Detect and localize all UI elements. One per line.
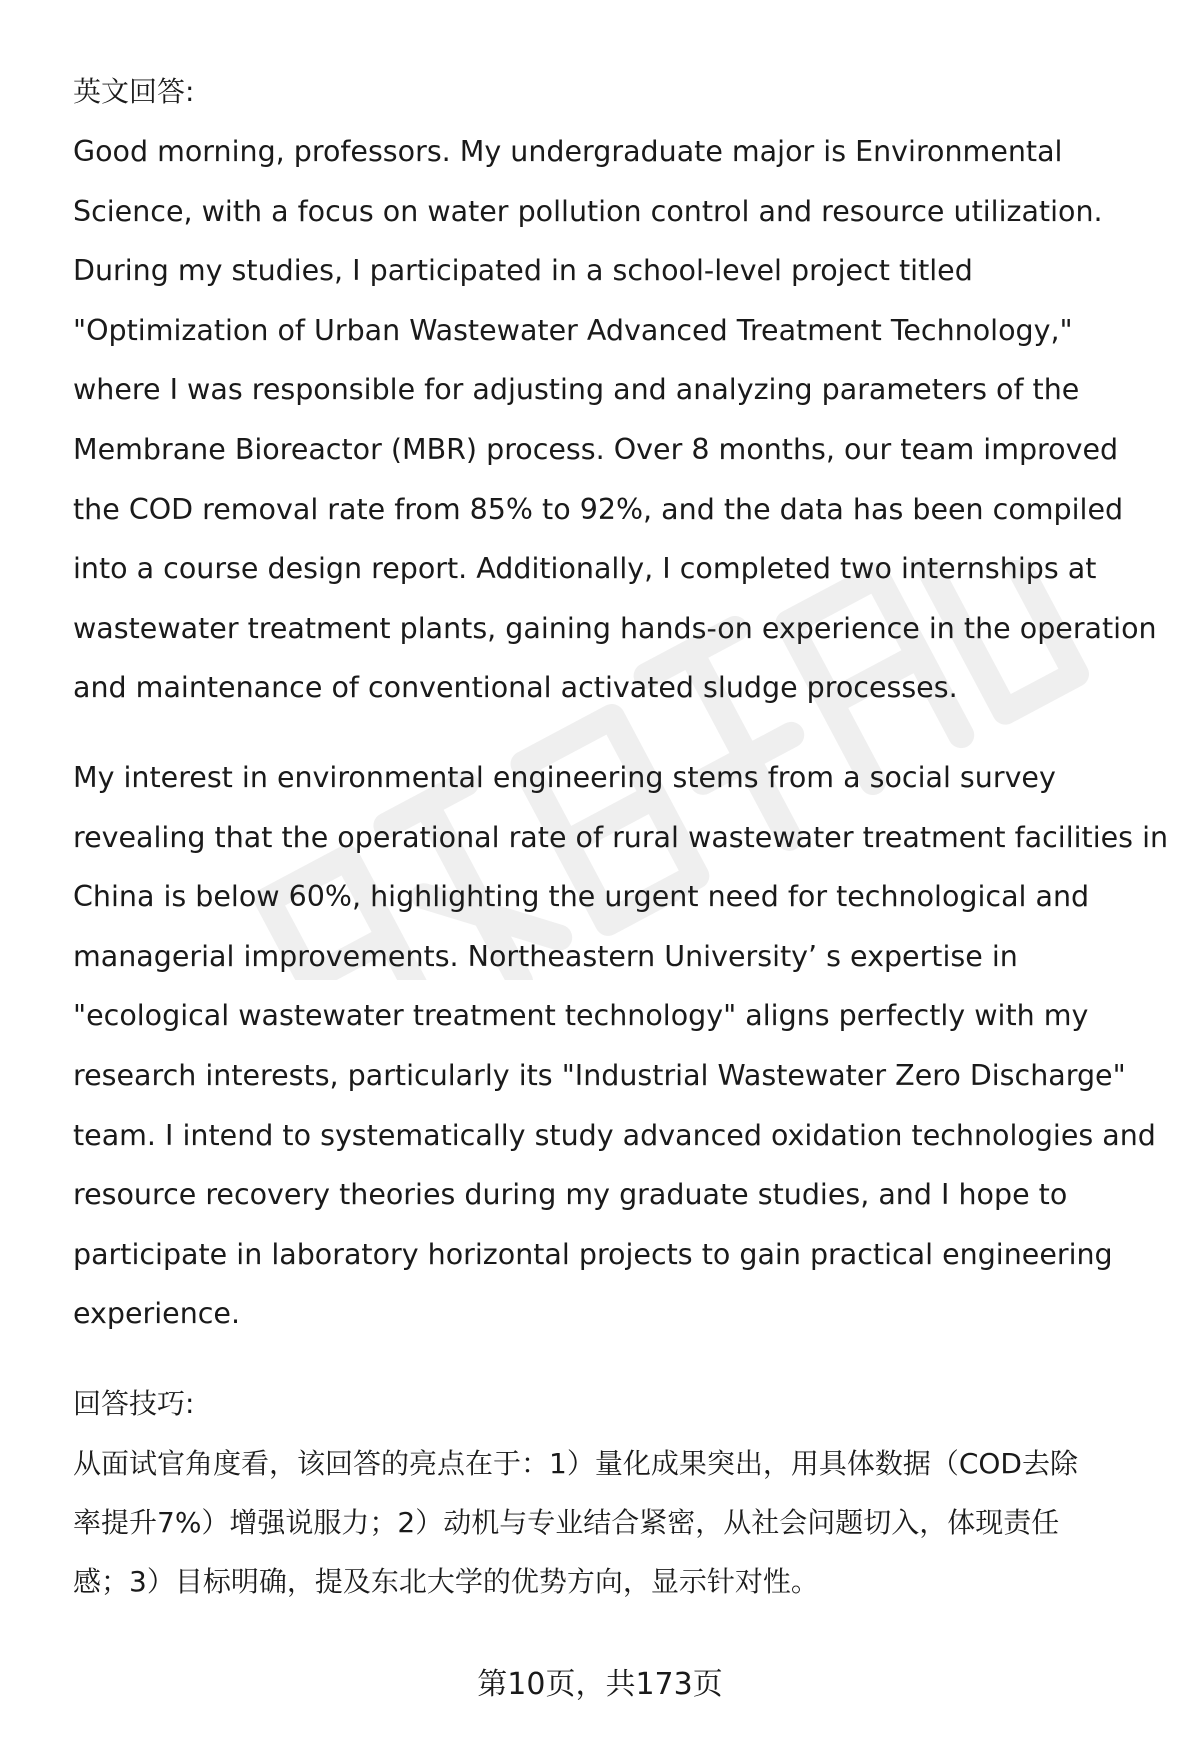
text-line: Science, with a focus on water pollution control and resource utilization. xyxy=(73,194,1103,228)
text-line: where I was responsible for adjusting and analyzing parameters of the xyxy=(73,373,1080,407)
text-line: experience. xyxy=(73,1297,241,1331)
text-line: "Optimization of Urban Wastewater Advanced Treatment Technology," xyxy=(73,313,1073,347)
text-line: and maintenance of conventional activated sludge processes. xyxy=(73,671,958,705)
answer-paragraph-1 xyxy=(73,122,1163,718)
answer-paragraph-2 xyxy=(73,748,1169,1344)
text-line: revealing that the operational rate of rural wastewater treatment facilities in xyxy=(73,820,1169,854)
text-line: team. I intend to systematically study advanced oxidation technologies and xyxy=(73,1118,1156,1152)
text-line: the COD removal rate from 85% to 92%, and the data has been compiled xyxy=(73,492,1124,526)
tips-paragraph xyxy=(73,1434,1163,1611)
text-line: My interest in environmental engineering stems from a social survey xyxy=(73,760,1056,794)
text-line: Membrane Bioreactor (MBR) process. Over 8 months, our team improved xyxy=(73,432,1119,466)
page-indicator: 第10页，共173页 xyxy=(477,1667,723,1702)
text-line: into a course design report. Additionally, I completed two internships at xyxy=(73,552,1097,586)
text-line: 率提升7%）增强说服力；2）动机与专业结合紧密，从社会问题切入，体现责任 xyxy=(73,1505,1060,1539)
text-line: 从面试官角度看，该回答的亮点在于：1）量化成果突出，用具体数据（COD去除 xyxy=(73,1446,1078,1480)
document-page xyxy=(73,62,1169,1611)
answer-label: 英文回答: xyxy=(73,75,195,108)
text-line: 感；3）目标明确，提及东北大学的优势方向，显示针对性。 xyxy=(73,1564,819,1598)
text-line: managerial improvements. Northeastern University’ s expertise in xyxy=(73,939,1018,973)
text-line: During my studies, I participated in a school-level project titled xyxy=(73,254,973,288)
text-line: participate in laboratory horizontal projects to gain practical engineering xyxy=(73,1237,1113,1271)
tips-label: 回答技巧: xyxy=(73,1386,195,1420)
text-line: wastewater treatment plants, gaining hands-on experience in the operation xyxy=(73,611,1157,645)
text-line: Good morning, professors. My undergraduate major is Environmental xyxy=(73,135,1063,168)
text-line: resource recovery theories during my graduate studies, and I hope to xyxy=(73,1178,1068,1212)
text-line: China is below 60%, highlighting the urgent need for technological and xyxy=(73,880,1090,914)
text-line: research interests, particularly its "Industrial Wastewater Zero Discharge" xyxy=(73,1058,1126,1092)
text-line: "ecological wastewater treatment technology" aligns perfectly with my xyxy=(73,999,1089,1033)
